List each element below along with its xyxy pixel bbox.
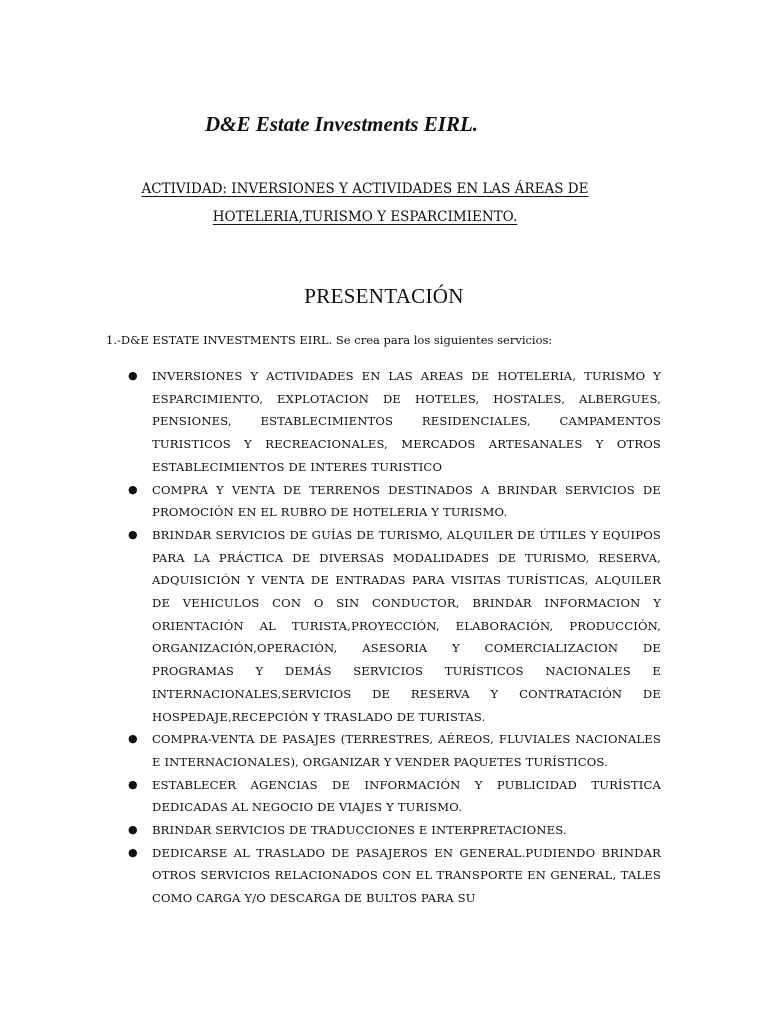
intro-paragraph: 1.-D&E ESTATE INVESTMENTS EIRL. Se crea para los siguientes servicios: bbox=[106, 333, 553, 347]
bullet-icon: ● bbox=[128, 527, 138, 541]
service-text: ESTABLECER AGENCIAS DE INFORMACIÓN Y PUBLICIDAD TURÍSTICA DEDICADAS AL NEGOCIO DE VIAJES Y TURISMO. bbox=[152, 777, 661, 815]
bullet-icon: ● bbox=[128, 823, 138, 837]
service-item bbox=[126, 728, 661, 773]
service-text: INVERSIONES Y ACTIVIDADES EN LAS AREAS DE HOTELERIA, TURISMO Y ESPARCIMIENTO, EXPLOTACION DE HOTELES, HOSTALES, ALBERGUES, PENSIONES, ESTABLECIMIENTOS RESIDENCIALES, CAMPAMENTOS TURISTICOS Y RECREACIONALES, MERCADOS ARTESANALES Y OTROS ESTABLECIMIENTOS DE INTERES TURISTICO bbox=[152, 369, 661, 474]
section-title: PRESENTACIÓN bbox=[304, 284, 464, 308]
activity-line-1: ACTIVIDAD: INVERSIONES Y ACTIVIDADES EN LAS ÁREAS DE bbox=[141, 181, 589, 197]
services-list bbox=[126, 365, 661, 910]
bullet-icon: ● bbox=[128, 732, 138, 746]
bullet-icon: ● bbox=[128, 777, 138, 791]
service-text: COMPRA Y VENTA DE TERRENOS DESTINADOS A BRINDAR SERVICIOS DE PROMOCIÓN EN EL RUBRO DE HOTELERIA Y TURISMO. bbox=[152, 482, 661, 520]
service-item bbox=[126, 774, 661, 819]
service-text: BRINDAR SERVICIOS DE TRADUCCIONES E INTERPRETACIONES. bbox=[152, 823, 567, 838]
bullet-icon: ● bbox=[128, 369, 138, 382]
service-text: BRINDAR SERVICIOS DE GUÍAS DE TURISMO, ALQUILER DE ÚTILES Y EQUIPOS PARA LA PRÁCTICA DE DIVERSAS MODALIDADES DE TURISMO, RESERVA, ADQUISICIÓN Y VENTA DE ENTRADAS PARA VISITAS TURÍSTICAS, ALQUILER DE VEHICULOS CON O SIN CONDUCTOR, BRINDAR INFORMACION Y ORIENTACIÓN AL TURISTA,PROYECCIÓN, ELABORACIÓN, PRODUCCIÓN, ORGANIZACIÓN,OPERACIÓN, ASESORIA Y COMERCIALIZACION DE PROGRAMAS Y DEMÁS SERVICIOS TURÍSTICOS NACIONALES E INTERNACIONALES,SERVICIOS DE RESERVA Y CONTRATACIÓN DE HOSPEDAJE,RECEPCIÓN Y TRASLADO DE TURISTAS. bbox=[152, 527, 661, 724]
bullet-icon: ● bbox=[128, 482, 138, 496]
service-item bbox=[126, 819, 661, 842]
activity-line-2: HOTELERIA,TURISMO Y ESPARCIMIENTO. bbox=[212, 209, 518, 225]
bullet-icon: ● bbox=[128, 845, 138, 859]
service-text: DEDICARSE AL TRASLADO DE PASAJEROS EN GENERAL.PUDIENDO BRINDAR OTROS SERVICIOS RELACIONADOS CON EL TRANSPORTE EN GENERAL, TALES COMO CARGA Y/O DESCARGA DE BULTOS PARA SU bbox=[152, 845, 661, 906]
company-title: D&E Estate Investments EIRL. bbox=[205, 112, 479, 136]
service-item bbox=[126, 842, 661, 910]
service-item bbox=[126, 365, 661, 479]
service-item bbox=[126, 524, 661, 728]
activity-heading bbox=[120, 175, 610, 231]
service-text: COMPRA-VENTA DE PASAJES (TERRESTRES, AÉREOS, FLUVIALES NACIONALES E INTERNACIONALES), ORGANIZAR Y VENDER PAQUETES TURÍSTICOS. bbox=[152, 732, 661, 769]
service-item bbox=[126, 479, 661, 524]
